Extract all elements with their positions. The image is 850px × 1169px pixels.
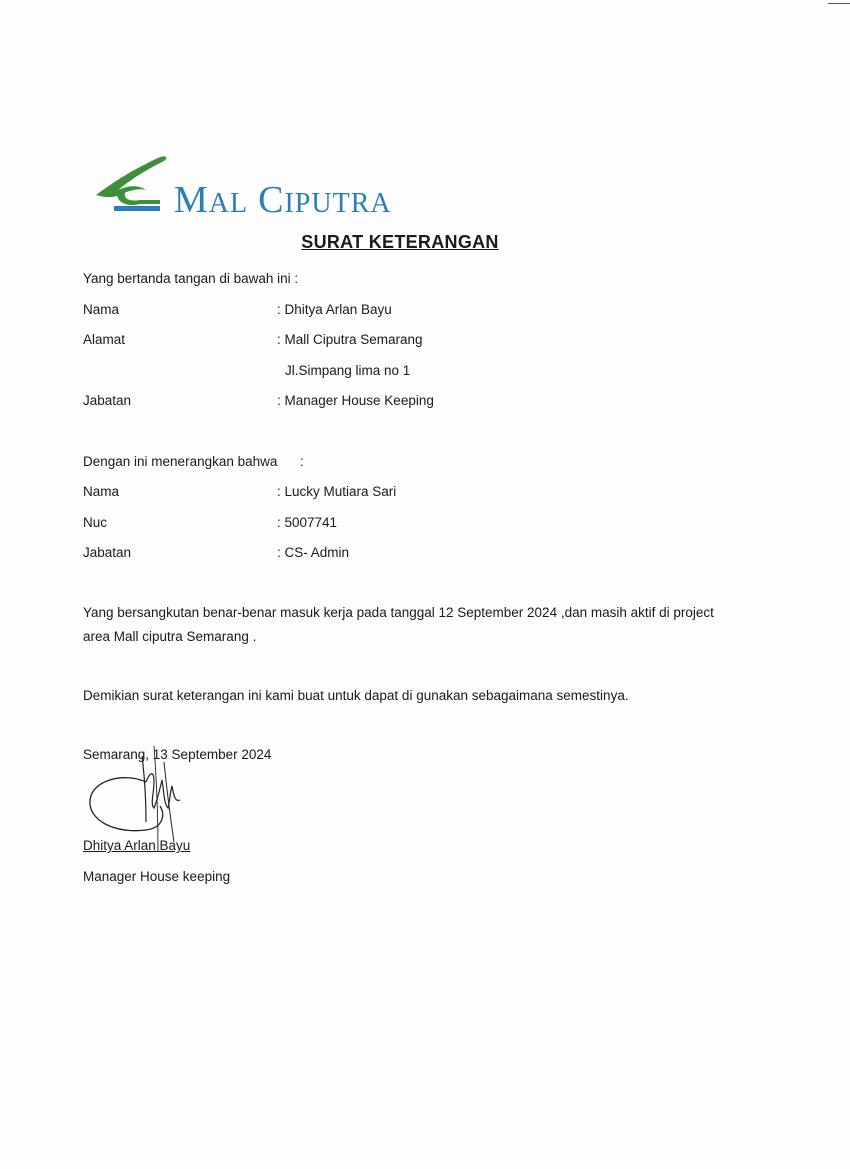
- signer-alamat-label: Alamat: [83, 332, 126, 347]
- signer-jabatan-value: : Manager House Keeping: [277, 393, 434, 408]
- company-logo: [96, 150, 426, 220]
- employee-nama-value: : Lucky Mutiara Sari: [277, 484, 397, 499]
- employee-nuc-label: Nuc: [83, 515, 108, 530]
- signer-name: Dhitya Arlan Bayu: [83, 838, 191, 853]
- document-title: SURAT KETERANGAN: [301, 232, 499, 252]
- signer-nama-label: Nama: [83, 302, 120, 317]
- statement-colon: :: [300, 454, 304, 469]
- employee-jabatan-label: Jabatan: [83, 545, 132, 560]
- logo-swoosh-icon: [96, 150, 176, 220]
- scan-artifact: [828, 3, 850, 4]
- employee-jabatan-value: : CS- Admin: [277, 545, 350, 560]
- body-paragraph: Yang bersangkutan benar-benar masuk kerja pada tanggal 12 September 2024 ,dan masih aktif di project area Mall ciputra Semarang .: [83, 605, 714, 644]
- intro-text: Yang bertanda tangan di bawah ini :: [83, 271, 299, 286]
- signer-alamat-value-2: Jl.Simpang lima no 1: [285, 363, 411, 378]
- employee-nama-label: Nama: [83, 484, 120, 499]
- signer-jabatan-label: Jabatan: [83, 393, 132, 408]
- statement-intro: Dengan ini menerangkan bahwa: [83, 454, 278, 469]
- signer-alamat-value-1: : Mall Ciputra Semarang: [277, 332, 423, 347]
- place-date: Semarang, 13 September 2024: [83, 747, 272, 762]
- employee-nuc-value: : 5007741: [277, 515, 338, 530]
- closing-paragraph: Demikian surat keterangan ini kami buat untuk dapat di gunakan sebagaimana semestinya.: [83, 688, 629, 703]
- signer-nama-value: : Dhitya Arlan Bayu: [277, 302, 392, 317]
- logo-wordmark: MAL CIPUTRA: [174, 179, 392, 221]
- signer-title: Manager House keeping: [83, 869, 231, 884]
